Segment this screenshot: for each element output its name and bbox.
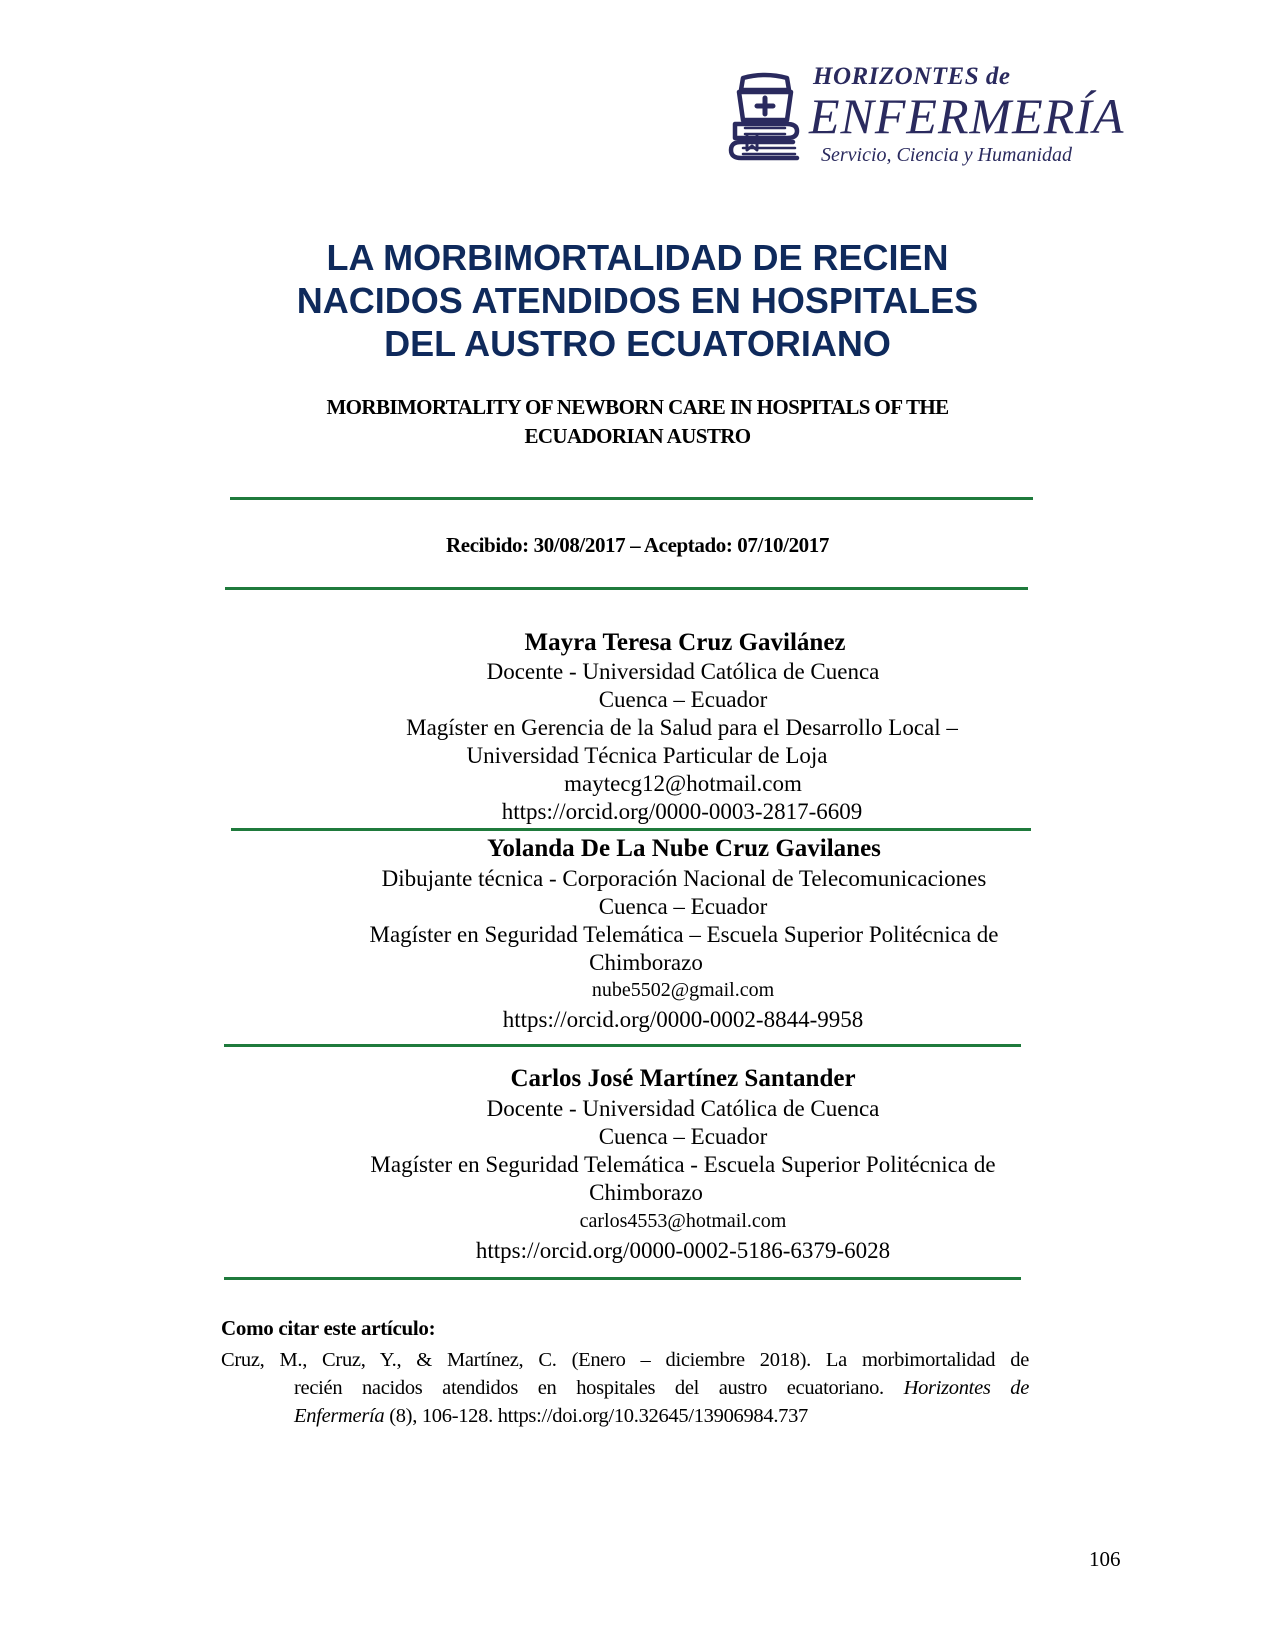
journal-logo bbox=[725, 64, 1135, 174]
divider bbox=[230, 497, 1033, 500]
citation-line bbox=[221, 1374, 1029, 1402]
article-subtitle-english bbox=[0, 393, 1275, 451]
author-degree-institution: Chimborazo bbox=[589, 1180, 703, 1205]
author-location: Cuenca – Ecuador bbox=[598, 894, 768, 919]
subtitle-line: ECUADORIAN AUSTRO bbox=[524, 424, 751, 448]
divider bbox=[224, 1277, 1021, 1280]
citation-journal-italic: Enfermería bbox=[294, 1405, 385, 1427]
divider bbox=[225, 587, 1028, 590]
journal-name-top: HORIZONTES de bbox=[813, 63, 1011, 90]
citation-line bbox=[221, 1402, 1029, 1430]
citation-text bbox=[221, 1346, 1029, 1430]
author-degree: Magíster en Seguridad Telemática - Escuela Superior Politécnica de bbox=[370, 1152, 996, 1177]
author-degree: Magíster en Gerencia de la Salud para el Desarrollo Local – bbox=[406, 715, 958, 740]
author-position: Dibujante técnica - Corporación Nacional de Telecomunicaciones bbox=[381, 866, 987, 891]
author-name: Carlos José Martínez Santander bbox=[510, 1065, 856, 1092]
author-orcid-link[interactable]: https://orcid.org/0000-0003-2817-6609 bbox=[501, 799, 863, 824]
article-title bbox=[0, 236, 1275, 365]
divider bbox=[224, 1044, 1021, 1047]
author-position: Docente - Universidad Católica de Cuenca bbox=[486, 659, 880, 684]
received-accepted-dates: Recibido: 30/08/2017 – Aceptado: 07/10/2017 bbox=[446, 533, 829, 557]
title-line: LA MORBIMORTALIDAD DE RECIEN bbox=[326, 237, 949, 278]
author-email[interactable]: maytecg12@hotmail.com bbox=[564, 771, 802, 796]
author-degree-institution: Universidad Técnica Particular de Loja bbox=[466, 743, 828, 768]
citation-line: Cruz, M., Cruz, Y., & Martínez, C. (Enero – diciembre 2018). La morbimortalidad de bbox=[221, 1349, 1029, 1371]
author-name: Yolanda De La Nube Cruz Gavilanes bbox=[487, 835, 881, 862]
citation-heading: Como citar este artículo: bbox=[221, 1316, 436, 1340]
author-degree-institution: Chimborazo bbox=[589, 950, 703, 975]
page-number: 106 bbox=[1089, 1547, 1121, 1571]
author-location: Cuenca – Ecuador bbox=[598, 687, 768, 712]
divider bbox=[231, 828, 1031, 831]
author-location: Cuenca – Ecuador bbox=[598, 1124, 768, 1149]
author-orcid-link[interactable]: https://orcid.org/0000-0002-8844-9958 bbox=[502, 1007, 864, 1032]
title-line: DEL AUSTRO ECUATORIANO bbox=[384, 323, 891, 364]
author-degree: Magíster en Seguridad Telemática – Escuela Superior Politécnica de bbox=[369, 922, 999, 947]
citation-journal-italic: Horizontes de bbox=[903, 1377, 1030, 1399]
title-line: NACIDOS ATENDIDOS EN HOSPITALES bbox=[296, 280, 979, 321]
journal-tagline: Servicio, Ciencia y Humanidad bbox=[821, 144, 1073, 166]
author-orcid-link[interactable]: https://orcid.org/0000-0002-5186-6379-6028 bbox=[475, 1238, 891, 1263]
citation-text-plain: recién nacidos atendidos en hospitales del austro ecuatoriano. bbox=[294, 1377, 904, 1399]
author-email[interactable]: carlos4553@hotmail.com bbox=[579, 1210, 787, 1232]
subtitle-line: MORBIMORTALITY OF NEWBORN CARE IN HOSPITALS OF THE bbox=[326, 395, 949, 419]
nurse-cap-books-icon bbox=[725, 70, 805, 166]
author-position: Docente - Universidad Católica de Cuenca bbox=[486, 1096, 880, 1121]
journal-name-main: ENFERMERÍA bbox=[809, 88, 1125, 144]
author-email[interactable]: nube5502@gmail.com bbox=[591, 979, 775, 1001]
author-name: Mayra Teresa Cruz Gavilánez bbox=[524, 629, 846, 656]
citation-doi[interactable]: (8), 106-128. https://doi.org/10.32645/13906984.737 bbox=[384, 1405, 809, 1427]
